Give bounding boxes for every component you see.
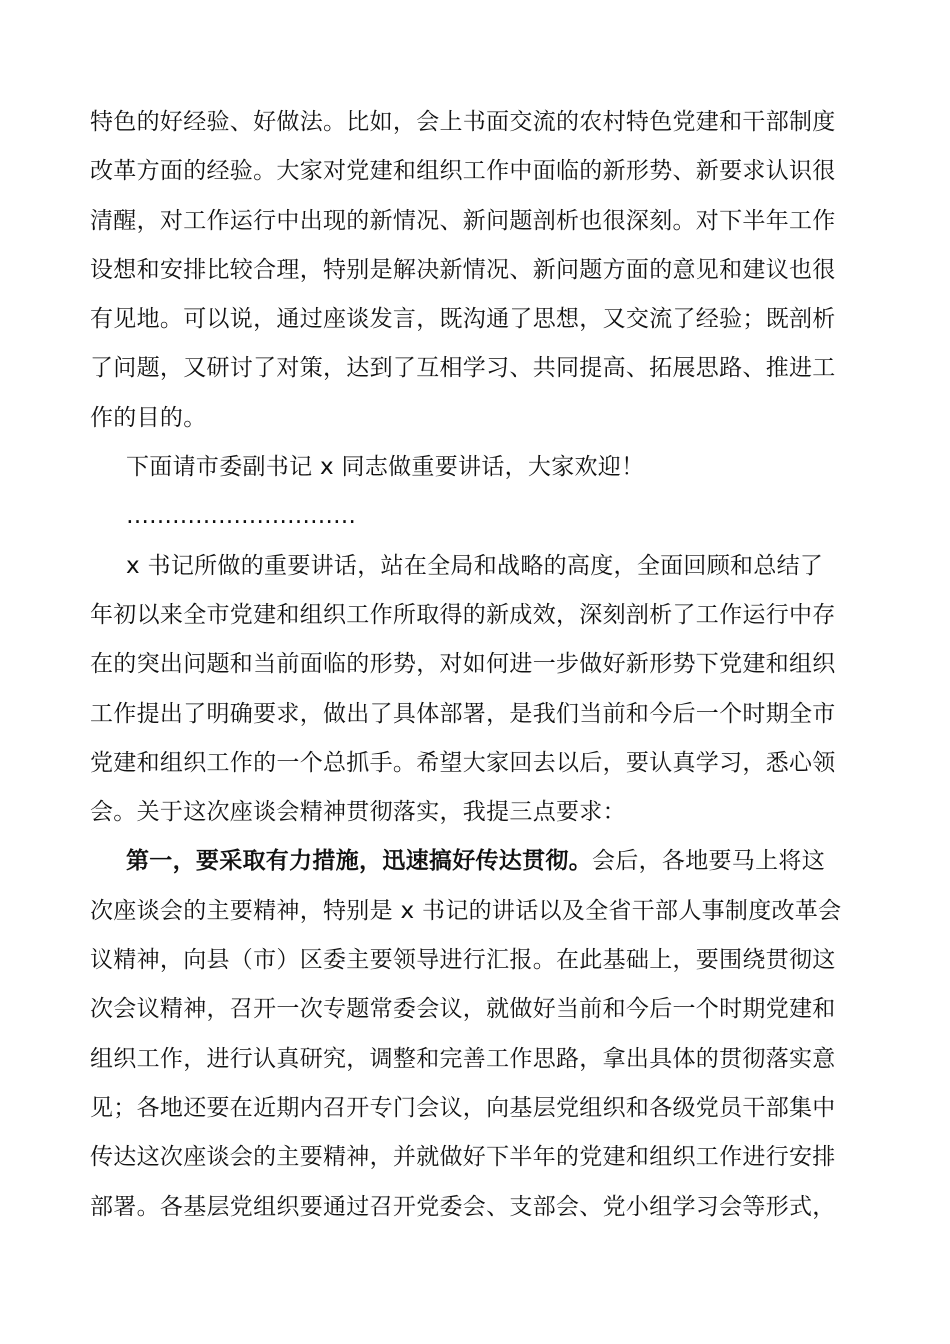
document-body [90,98,860,1232]
paragraph-1-line: 特色的好经验、好做法。比如，会上书面交流的农村特色党建和干部制度 [90,109,836,135]
paragraph-4-line: 部署。各基层党组织要通过召开党委会、支部会、党小组学习会等形式， [90,1193,836,1220]
paragraph-4-bold-lead: 第一，要采取有力措施，迅速搞好传达贯彻。 [126,848,592,875]
paragraph-3-line: x 书记所做的重要讲话，站在全局和战略的高度，全面回顾和总结了 [126,552,824,579]
paragraph-4-line: 传达这次座谈会的主要精神，并就做好下半年的党建和组织工作进行安排 [90,1144,836,1171]
paragraph-3-line: 会。关于这次座谈会精神贯彻落实，我提三点要求： [90,799,626,826]
paragraph-3-line: 工作提出了明确要求，做出了具体部署，是我们当前和今后一个时期全市 [90,700,836,727]
paragraph-4-first-line [90,837,860,886]
paragraph-1-line: 作的目的。 [90,404,207,431]
paragraph-4-line: 次会议精神，召开一次专题常委会议，就做好当前和今后一个时期党建和 [90,996,836,1023]
paragraph-1-line: 有见地。可以说，通过座谈发言，既沟通了思想，又交流了经验；既剖析 [90,306,836,333]
paragraph-4-line: 见；各地还要在近期内召开专门会议，向基层党组织和各级党员干部集中 [90,1094,836,1121]
paragraph-4-line: 议精神，向县（市）区委主要领导进行汇报。在此基础上，要围绕贯彻这 [90,947,836,974]
paragraph-1-line: 改革方面的经验。大家对党建和组织工作中面临的新形势、新要求认识很 [90,158,836,185]
paragraph-4-line: 次座谈会的主要精神，特别是 x 书记的讲话以及全省干部人事制度改革会 [90,897,842,924]
paragraph-3-line: 在的突出问题和当前面临的形势，对如何进一步做好新形势下党建和组织 [90,651,836,678]
ellipsis-line: ………………………… [126,503,356,530]
paragraph-2-line: 下面请市委副书记 x 同志做重要讲话，大家欢迎！ [126,454,645,481]
paragraph-4-line: 组织工作，进行认真研究，调整和完善工作思路，拿出具体的贯彻落实意 [90,1045,836,1072]
paragraph-1-line: 清醒，对工作运行中出现的新情况、新问题剖析也很深刻。对下半年工作 [90,207,836,234]
paragraph-4-first-line-rest: 会后，各地要马上将这 [592,848,825,875]
paragraph-3-line: 党建和组织工作的一个总抓手。希望大家回去以后，要认真学习，悉心领 [90,749,836,776]
paragraph-3-line: 年初以来全市党建和组织工作所取得的新成效，深刻剖析了工作运行中存 [90,601,836,628]
paragraph-1-line: 了问题，又研讨了对策，达到了互相学习、共同提高、拓展思路、推进工 [90,355,836,382]
paragraph-1-line: 设想和安排比较合理，特别是解决新情况、新问题方面的意见和建议也很 [90,256,836,283]
